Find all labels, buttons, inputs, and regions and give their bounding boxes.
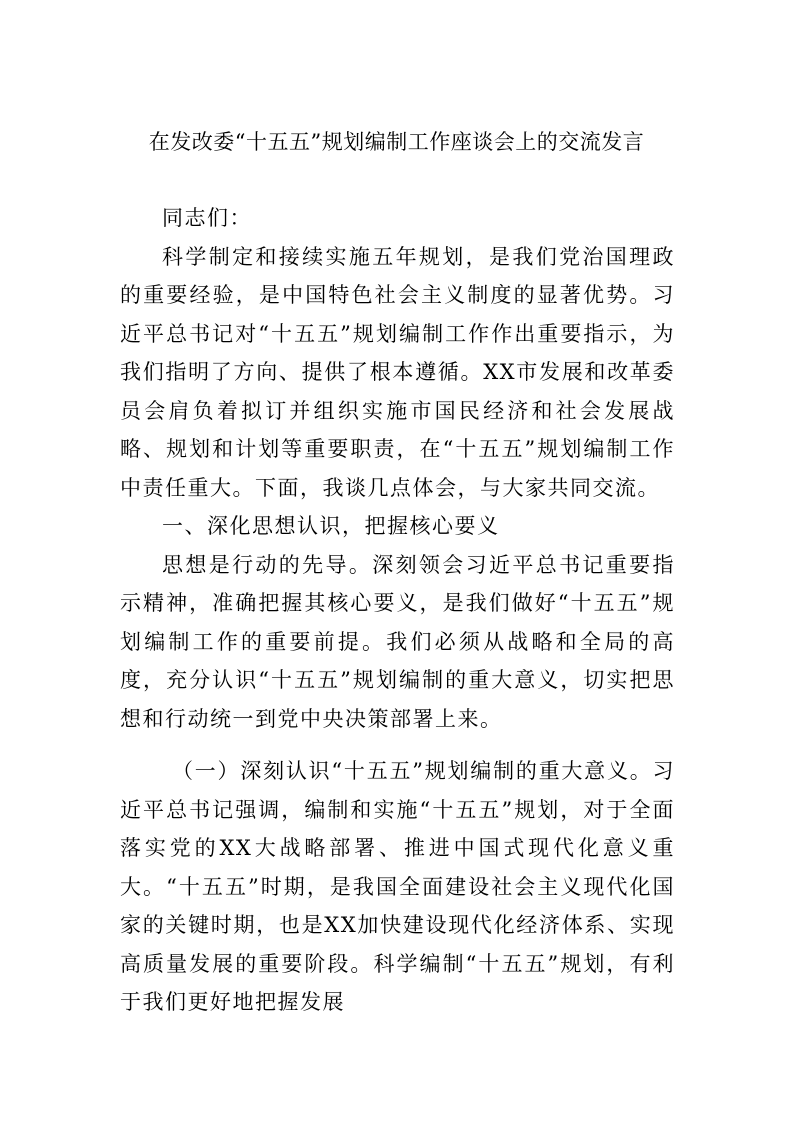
paragraph-subsection-1: （一）深刻认识“十五五”规划编制的重大意义。习近平总书记强调，编制和实施“十五五”规划，对于全面落实党的XX大战略部署、推进中国式现代化意义重大。“十五五”时期，是我国全面建设社会主义现代化国家的关键时期，也是XX加快建设现代化经济体系、实现高质量发展的重要阶段。科学编制“十五五”规划，有利于我们更好地把握发展 — [120, 759, 675, 1014]
section-heading-1: 一、深化思想认识，把握核心要义 — [162, 514, 500, 538]
paragraph-section-1: 思想是行动的先导。深刻领会习近平总书记重要指示精神，准确把握其核心要义，是我们做好“十五五”规划编制工作的重要前提。我们必须从战略和全局的高度，充分认识“十五五”规划编制的重大意义，切实把思想和行动统一到党中央决策部署上来。 — [120, 552, 675, 731]
document-body — [120, 199, 675, 1022]
paragraph-intro: 科学制定和接续实施五年规划，是我们党治国理政的重要经验，是中国特色社会主义制度的显著优势。习近平总书记对“十五五”规划编制工作作出重要指示，为我们指明了方向、提供了根本遵循。XX市发展和改革委员会肩负着拟订并组织实施市国民经济和社会发展战略、规划和计划等重要职责，在“十五五”规划编制工作中责任重大。下面，我谈几点体会，与大家共同交流。 — [120, 244, 675, 500]
greeting: 同志们： — [162, 206, 252, 230]
document-title: 在发改委“十五五”规划编制工作座谈会上的交流发言 — [148, 130, 645, 154]
